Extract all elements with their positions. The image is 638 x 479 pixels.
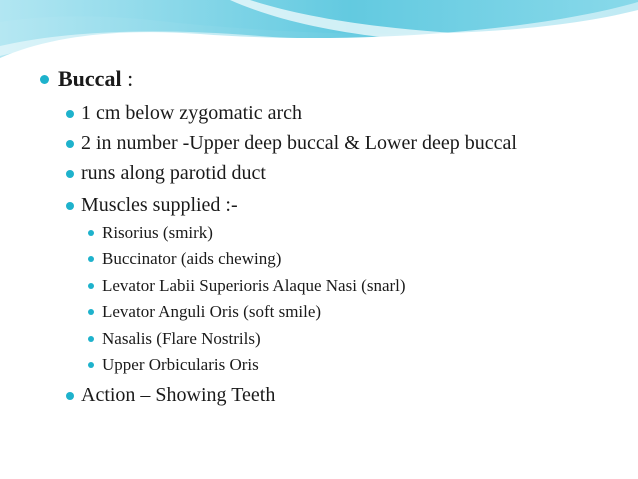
muscle-item-text: Levator Anguli Oris (soft smile) [102, 302, 322, 321]
bullet-icon [66, 170, 74, 178]
bullet-icon [66, 392, 74, 400]
bullet-icon [66, 140, 74, 148]
list-item [66, 102, 302, 125]
muscle-item [88, 329, 261, 349]
list-item-text: 2 in number -Upper deep buccal & Lower deep buccal [81, 132, 517, 154]
list-item-text: Action – Showing Teeth [81, 384, 276, 406]
bullet-icon [88, 362, 94, 368]
bullet-icon [88, 336, 94, 342]
bullet-icon [40, 75, 49, 84]
bullet-icon [88, 283, 94, 289]
bullet-icon [66, 110, 74, 118]
bullet-icon [88, 256, 94, 262]
muscle-item-text: Nasalis (Flare Nostrils) [102, 329, 261, 348]
heading-bullet-buccal [40, 66, 133, 92]
list-item [66, 162, 266, 185]
list-item [66, 132, 517, 155]
muscle-item [88, 249, 281, 269]
muscle-item [88, 276, 406, 296]
muscle-item [88, 302, 321, 322]
heading-label: Buccal [58, 66, 122, 91]
list-item-text: runs along parotid duct [81, 162, 266, 184]
muscle-item [88, 223, 213, 243]
muscle-item-text: Buccinator (aids chewing) [102, 249, 282, 268]
bullet-icon [88, 230, 94, 236]
list-item [66, 194, 238, 217]
muscle-item [88, 355, 259, 375]
list-item [66, 384, 275, 407]
muscle-item-text: Upper Orbicularis Oris [102, 355, 259, 374]
muscle-item-text: Levator Labii Superioris Alaque Nasi (snarl) [102, 276, 406, 295]
list-item-text: 1 cm below zygomatic arch [81, 102, 303, 124]
bullet-icon [66, 202, 74, 210]
bullet-icon [88, 309, 94, 315]
muscle-item-text: Risorius (smirk) [102, 223, 213, 242]
list-item-text: Muscles supplied :- [81, 194, 238, 216]
heading-suffix: : [121, 66, 134, 91]
